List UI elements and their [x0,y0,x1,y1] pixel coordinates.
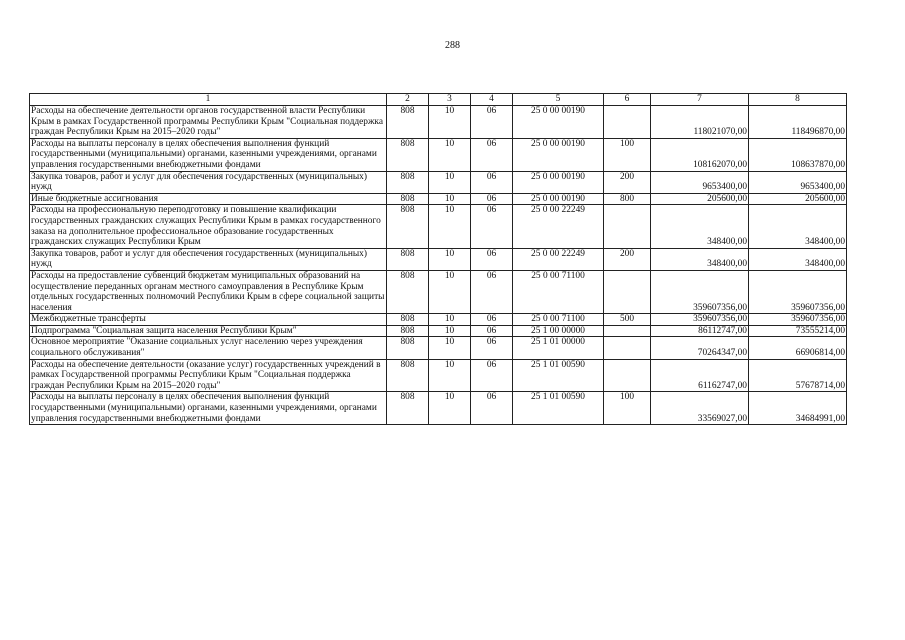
row-description: Межбюджетные трансферты [30,314,387,326]
table-row [30,337,847,359]
row-expense-type: 800 [604,193,651,205]
row-amount-col8: 66906814,00 [749,337,847,359]
row-target-code: 25 0 00 71100 [513,270,604,313]
row-expense-type: 100 [604,392,651,425]
table-row [30,205,847,248]
header-cell: 5 [513,94,604,106]
row-code-4: 06 [471,337,513,359]
budget-table [29,93,847,425]
row-target-code: 25 0 00 00190 [513,138,604,171]
header-cell: 8 [749,94,847,106]
row-description: Расходы на обеспечение деятельности (оказание услуг) государственных учреждений в рамках Государственной программы Республики Крым "Социальная поддержка граждан Республики Крым на 2015–2020 годы" [30,359,387,392]
row-description: Расходы на профессиональную переподготовку и повышение квалификации государственных гражданских служащих Республики Крым в рамках государственного заказа на дополнительное профессиональное образование государственных гражданских служащих Республики Крым [30,205,387,248]
row-amount-col7: 359607356,00 [651,270,749,313]
row-amount-col8: 57678714,00 [749,359,847,392]
table-row [30,138,847,171]
row-code-2: 808 [387,359,429,392]
row-target-code: 25 0 00 22249 [513,248,604,270]
table-header-row [30,94,847,106]
row-code-4: 06 [471,106,513,139]
row-amount-col7: 348400,00 [651,205,749,248]
row-expense-type [604,337,651,359]
row-expense-type [604,270,651,313]
row-amount-col7: 108162070,00 [651,138,749,171]
row-code-4: 06 [471,138,513,171]
row-code-3: 10 [429,359,471,392]
table-row [30,325,847,337]
row-expense-type: 500 [604,314,651,326]
row-code-3: 10 [429,205,471,248]
row-description: Закупка товаров, работ и услуг для обеспечения государственных (муниципальных) нужд [30,248,387,270]
row-code-3: 10 [429,193,471,205]
row-code-2: 808 [387,205,429,248]
row-target-code: 25 1 00 00000 [513,325,604,337]
row-amount-col8: 348400,00 [749,248,847,270]
row-expense-type: 200 [604,171,651,193]
table-row [30,314,847,326]
row-code-3: 10 [429,248,471,270]
row-code-3: 10 [429,337,471,359]
row-code-2: 808 [387,171,429,193]
row-amount-col7: 9653400,00 [651,171,749,193]
row-description: Подпрограмма "Социальная защита населения Республики Крым" [30,325,387,337]
table-row [30,359,847,392]
row-amount-col7: 118021070,00 [651,106,749,139]
table-row [30,248,847,270]
row-amount-col7: 33569027,00 [651,392,749,425]
row-description: Основное мероприятие "Оказание социальных услуг населению через учреждения социального обслуживания" [30,337,387,359]
row-expense-type: 100 [604,138,651,171]
table-row [30,392,847,425]
row-expense-type [604,325,651,337]
row-amount-col8: 205600,00 [749,193,847,205]
row-code-2: 808 [387,106,429,139]
table-row [30,106,847,139]
row-code-4: 06 [471,392,513,425]
row-target-code: 25 0 00 22249 [513,205,604,248]
header-cell: 3 [429,94,471,106]
row-target-code: 25 1 01 00590 [513,359,604,392]
row-amount-col8: 118496870,00 [749,106,847,139]
row-description: Закупка товаров, работ и услуг для обеспечения государственных (муниципальных) нужд [30,171,387,193]
row-description: Расходы на выплаты персоналу в целях обеспечения выполнения функций государственными (муниципальными) органами, казенными учреждениями, органами управления государственными внебюджетными фондами [30,138,387,171]
row-amount-col7: 61162747,00 [651,359,749,392]
row-amount-col8: 359607356,00 [749,270,847,313]
row-target-code: 25 0 00 71100 [513,314,604,326]
row-amount-col8: 73555214,00 [749,325,847,337]
table-row [30,270,847,313]
row-description: Расходы на предоставление субвенций бюджетам муниципальных образований на осуществление переданных органам местного самоуправления в Республике Крым отдельных государственных полномочий Республики Крым в сфере социальной защиты населения [30,270,387,313]
row-code-3: 10 [429,270,471,313]
page-number: 288 [445,40,460,51]
row-code-3: 10 [429,138,471,171]
row-code-2: 808 [387,392,429,425]
row-code-3: 10 [429,314,471,326]
header-cell: 4 [471,94,513,106]
row-target-code: 25 0 00 00190 [513,171,604,193]
row-code-4: 06 [471,193,513,205]
row-code-4: 06 [471,171,513,193]
row-code-3: 10 [429,392,471,425]
row-code-4: 06 [471,205,513,248]
row-amount-col7: 359607356,00 [651,314,749,326]
table-row [30,193,847,205]
row-code-2: 808 [387,314,429,326]
row-expense-type [604,359,651,392]
row-amount-col7: 86112747,00 [651,325,749,337]
row-amount-col8: 34684991,00 [749,392,847,425]
row-target-code: 25 1 01 00590 [513,392,604,425]
row-amount-col8: 9653400,00 [749,171,847,193]
row-description: Иные бюджетные ассигнования [30,193,387,205]
header-cell: 7 [651,94,749,106]
row-target-code: 25 1 01 00000 [513,337,604,359]
row-amount-col7: 205600,00 [651,193,749,205]
row-amount-col8: 359607356,00 [749,314,847,326]
row-code-3: 10 [429,325,471,337]
row-amount-col8: 108637870,00 [749,138,847,171]
row-code-4: 06 [471,248,513,270]
row-expense-type: 200 [604,248,651,270]
row-target-code: 25 0 00 00190 [513,106,604,139]
row-code-2: 808 [387,270,429,313]
row-code-2: 808 [387,325,429,337]
row-amount-col7: 70264347,00 [651,337,749,359]
row-amount-col8: 348400,00 [749,205,847,248]
row-code-4: 06 [471,359,513,392]
row-code-3: 10 [429,171,471,193]
row-code-2: 808 [387,138,429,171]
row-code-2: 808 [387,193,429,205]
row-code-3: 10 [429,106,471,139]
table-row [30,171,847,193]
header-cell: 6 [604,94,651,106]
header-cell: 1 [30,94,387,106]
row-expense-type [604,205,651,248]
row-description: Расходы на выплаты персоналу в целях обеспечения выполнения функций государственными (муниципальными) органами, казенными учреждениями, органами управления государственными внебюджетными фондами [30,392,387,425]
row-target-code: 25 0 00 00190 [513,193,604,205]
row-code-2: 808 [387,248,429,270]
row-code-4: 06 [471,270,513,313]
table-body [30,94,847,425]
row-description: Расходы на обеспечение деятельности органов государственной власти Республики Крым в рамках Государственной программы Республики Крым "Социальная поддержка граждан Республики Крым на 2015–2020 годы" [30,106,387,139]
header-cell: 2 [387,94,429,106]
row-expense-type [604,106,651,139]
row-code-2: 808 [387,337,429,359]
row-code-4: 06 [471,314,513,326]
row-code-4: 06 [471,325,513,337]
row-amount-col7: 348400,00 [651,248,749,270]
